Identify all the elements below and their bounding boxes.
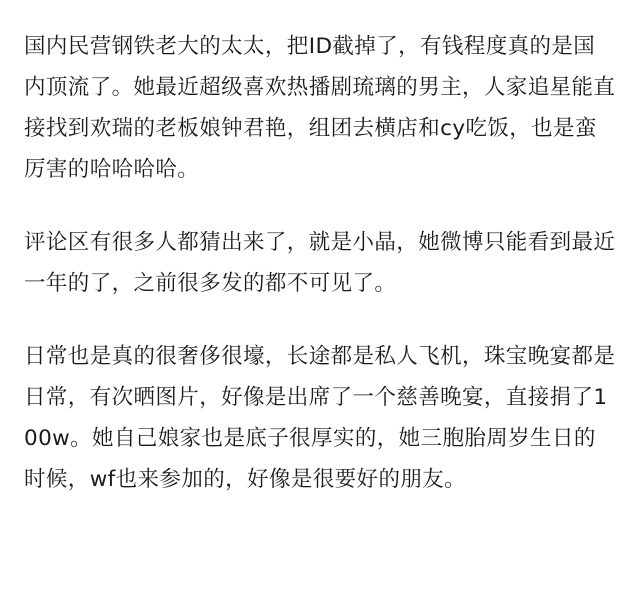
paragraph-2: 评论区有很多人都猜出来了，就是小晶，她微博只能看到最近一年的了，之前很多发的都不可见了。 (24, 230, 616, 296)
paragraph-3: 日常也是真的很奢侈很壕，长途都是私人飞机，珠宝晚宴都是日常，有次晒图片，好像是出席了一个慈善晚宴，直接捐了100w。她自己娘家也是底子很厚实的，她三胞胎周岁生日的时候，wf也来参加的，好像是很要好的朋友。 (24, 344, 616, 492)
paragraph-1: 国内民营钢铁老大的太太，把ID截掉了，有钱程度真的是国内顶流了。她最近超级喜欢热播剧琉璃的男主，人家追星能直接找到欢瑞的老板娘钟君艳，组团去横店和cy吃饭，也是蛮厉害的哈哈哈哈。 (24, 34, 616, 182)
